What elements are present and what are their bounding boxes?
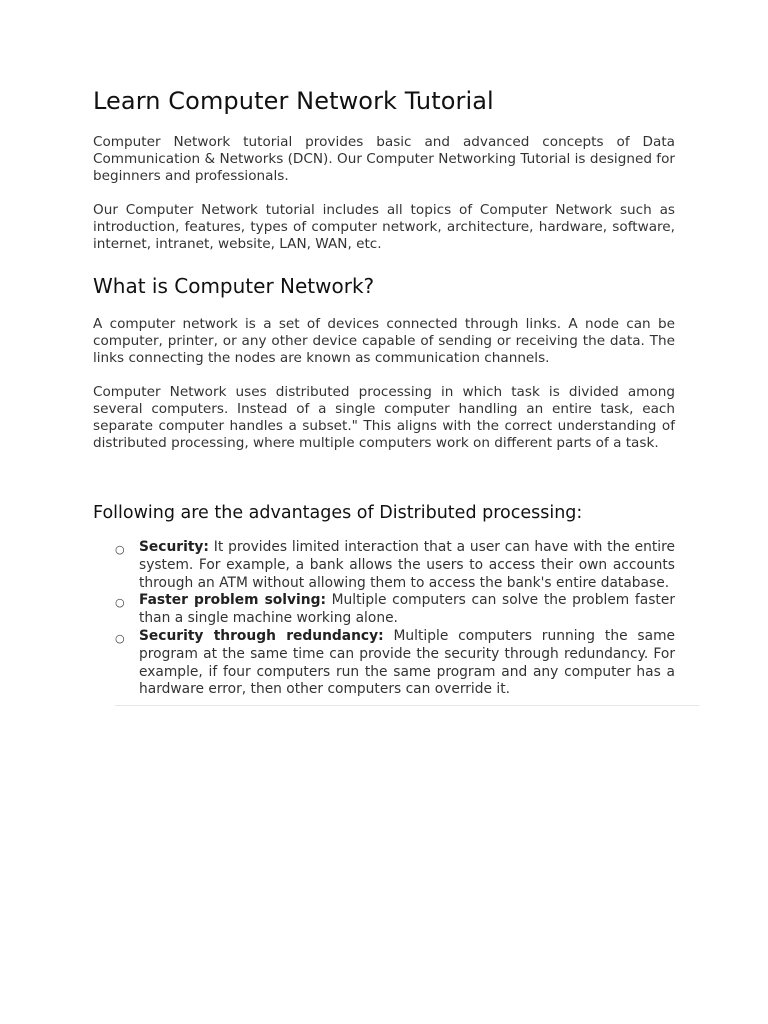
list-item-term: Faster problem solving: — [139, 592, 326, 609]
section-paragraph-1: A computer network is a set of devices connected through links. A node can be computer, printer, or any other device capable of sending or receiving the data. The links connecting the nodes are known as communication channels. — [93, 316, 675, 366]
bullet-circle-icon: ○ — [115, 543, 125, 556]
list-item-term: Security: — [139, 539, 209, 555]
list-item — [115, 539, 675, 592]
page-title: Learn Computer Network Tutorial — [93, 87, 494, 115]
intro-paragraph-1: Computer Network tutorial provides basic and advanced concepts of Data Communication & Networks (DCN). Our Computer Networking Tutorial is designed for beginners and professionals. — [93, 134, 675, 184]
bullet-circle-icon: ○ — [115, 631, 125, 645]
bullet-circle-icon: ○ — [115, 596, 125, 610]
intro-paragraph-2: Our Computer Network tutorial includes all topics of Computer Network such as introduction, features, types of computer network, architecture, hardware, software, internet, intranet, website, LAN, WAN, etc. — [93, 202, 675, 252]
list-item-text: Multiple computers can solve the problem faster than a single machine working alone. — [139, 592, 676, 627]
section-heading: What is Computer Network? — [93, 274, 375, 298]
document-page — [93, 84, 675, 706]
advantages-list — [115, 539, 699, 706]
list-item-term: Security through redundancy: — [139, 627, 384, 644]
list-item-text: It provides limited interaction that a user can have with the entire system. For example, a bank allows the users to access their own accounts through an ATM without allowing them to access the bank's entire database. — [139, 539, 675, 591]
advantages-heading: Following are the advantages of Distributed processing: — [93, 503, 583, 523]
list-item — [115, 628, 675, 699]
section-paragraph-2: Computer Network uses distributed processing in which task is divided among several computers. Instead of a single computer handling an entire task, each separate computer handles a subset." This aligns with the correct understanding of distributed processing, where multiple computers work on different parts of a task. — [93, 384, 675, 451]
list-item — [115, 592, 675, 628]
list-item-text: Multiple computers running the same program at the same time can provide the security through redundancy. For example, if four computers run the same program and any computer has a hardware error, then other computers can override it. — [139, 627, 676, 698]
